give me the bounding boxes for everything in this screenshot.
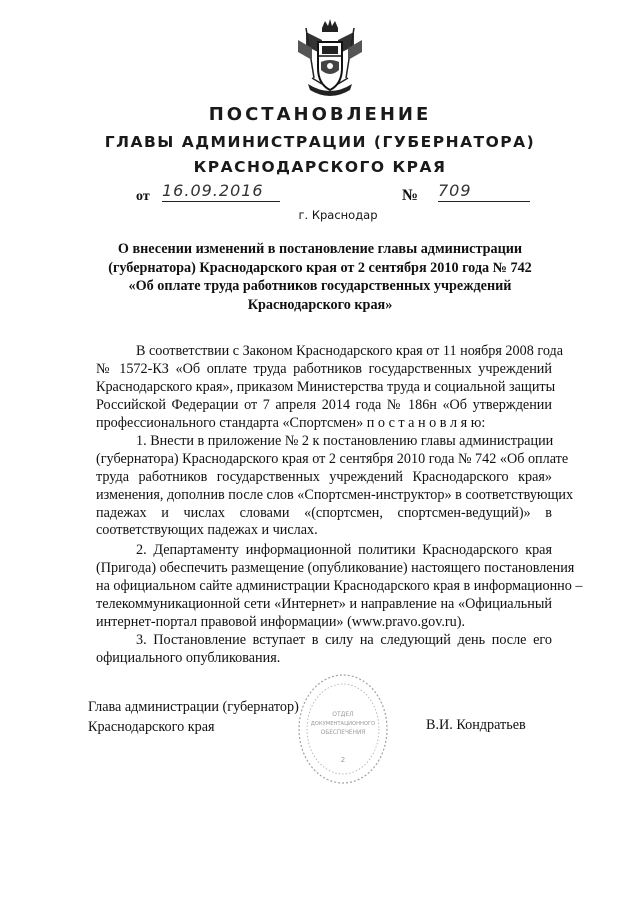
number-label: № [402,187,419,204]
clause-2-paragraph [96,542,583,631]
title-line: (губернатора) Краснодарского края от 2 сентября 2010 года № 742 [108,259,532,276]
stamp-number: 2 [340,756,346,764]
coat-of-arms-emblem [292,18,368,100]
text-line: официального опубликования. [96,649,281,666]
issuer-region: КРАСНОДАРСКОГО КРАЯ [193,158,447,176]
resolution-title [108,240,532,314]
city-name: г. Краснодар [298,208,378,222]
text-line: интернет-портал правовой информации» (www.pravo.gov.ru). [96,613,465,630]
signatory-position-line: Краснодарского края [88,719,215,735]
title-line: О внесении изменений в постановление главы администрации [117,241,523,257]
text-line: труда работников государственных учреждений Краснодарского края» [96,468,552,485]
text-line: Российской Федерации от 7 апреля 2014 года № 186н «Об утверждении [96,396,552,413]
signatory-name: В.И. Кондратьев [426,717,526,733]
registration-stamp [296,672,390,786]
clause-3-paragraph [96,632,552,668]
document-type-title: ПОСТАНОВЛЕНИЕ [208,104,432,125]
clause-1-paragraph [96,433,574,540]
text-line: 3. Постановление вступает в силу на следующий день после его [136,632,552,648]
signatory-position [88,697,299,737]
text-line: 2. Департаменту информационной политики Краснодарского края [136,542,552,558]
text-line: 1. Внести в приложение № 2 к постановлению главы администрации [136,433,554,449]
stamp-icon [296,672,390,786]
text-line: профессионального стандарта «Спортсмен» п о с т а н о в л я ю: [96,414,486,431]
title-line: «Об оплате труда работников государственных учреждений [128,278,512,294]
preamble-paragraph [96,343,564,432]
signatory-position-line: Глава администрации (губернатор) [88,699,299,715]
title-line: Краснодарского края» [247,296,393,313]
stamp-text-line: ОБЕСПЕЧЕНИЯ [320,730,366,736]
text-line: телекоммуникационной сети «Интернет» и направление на «Официальный [96,595,552,612]
coat-of-arms-icon [292,18,368,100]
text-line: (Пригода) обеспечить размещение (опубликование) настоящего постановления [96,559,575,576]
issuer-title: ГЛАВЫ АДМИНИСТРАЦИИ (ГУБЕРНАТОРА) [104,133,536,151]
text-line: № 1572-КЗ «Об оплате труда работников государственных учреждений [96,360,552,377]
text-line: падежах и числах словами «(спортсмен, спортсмен-ведущий)» в [96,504,552,521]
text-line: на официальном сайте администрации Краснодарского края в информационно – [96,577,583,594]
text-line: Краснодарского края», приказом Министерства труда и социальной защиты [96,378,556,395]
number-value: 709 [438,181,530,202]
date-value: 16.09.2016 [162,181,280,202]
stamp-text-line: ОТДЕЛ [332,711,354,718]
text-line: изменения, дополнив после слов «Спортсмен-инструктор» в соответствующих [96,486,574,503]
text-line: соответствующих падежах и числах. [96,522,318,539]
stamp-text-line: ДОКУМЕНТАЦИОННОГО [310,721,376,727]
date-label: от [136,189,150,204]
text-line: В соответствии с Законом Краснодарского края от 11 ноября 2008 года [136,343,564,359]
text-line: (губернатора) Краснодарского края от 2 сентября 2010 года № 742 «Об оплате [96,450,569,467]
